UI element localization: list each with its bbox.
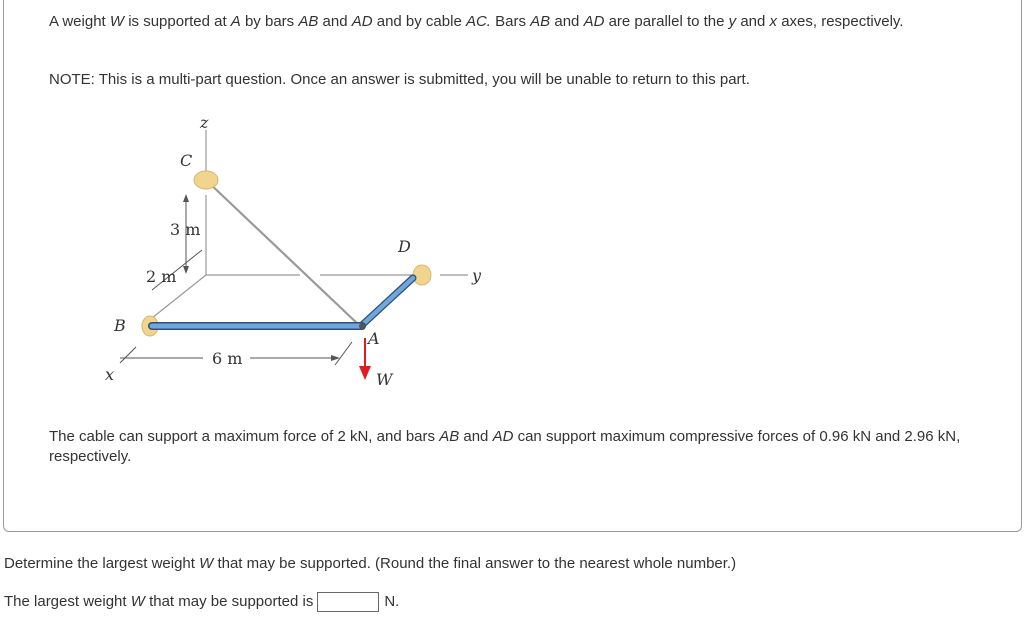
note-text: NOTE: This is a multi-part question. Once an answer is submitted, you will be unable to return to this part.: [49, 71, 750, 88]
question-text: Determine the largest weight W that may be supported. (Round the final answer to the nearest whole number.): [4, 555, 737, 572]
label-b: B: [114, 316, 126, 335]
label-x: x: [105, 365, 115, 384]
load-arrow-head: [359, 366, 371, 380]
label-d: D: [398, 237, 411, 256]
problem-statement: A weight W is supported at A by bars AB and AD and by cable AC. Bars AB and AD are parallel to the y and x axes, respectively.: [49, 13, 904, 30]
dim-3m-arrow-top: [183, 194, 189, 202]
dim-6m-tick: [335, 342, 352, 365]
dim-6m-tick-left: [120, 347, 136, 363]
constraint-text: The cable can support a maximum force of 2 kN, and bars AB and AD can support maximum compressive forces of 0.96 kN and 2.96 kN, respectively.: [49, 428, 961, 465]
label-a: A: [368, 329, 380, 348]
label-c: C: [180, 151, 193, 170]
cable-ac: [206, 180, 360, 326]
support-c: [194, 171, 218, 189]
joint-a: [359, 323, 365, 329]
label-2m: 2 m: [146, 267, 177, 286]
label-z: z: [200, 113, 209, 132]
support-d: [413, 265, 431, 285]
label-6m: 6 m: [212, 349, 243, 368]
answer-row: [4, 592, 399, 612]
bar-ad: [361, 278, 413, 326]
problem-figure: [90, 100, 520, 400]
answer-prefix: The largest weight W that may be supported is: [4, 593, 314, 610]
label-3m: 3 m: [170, 220, 201, 239]
answer-input[interactable]: [317, 592, 379, 612]
answer-unit: N.: [384, 593, 400, 610]
dim-3m-arrow-bottom: [183, 266, 189, 274]
label-y: y: [472, 266, 482, 285]
label-w: W: [376, 370, 393, 389]
